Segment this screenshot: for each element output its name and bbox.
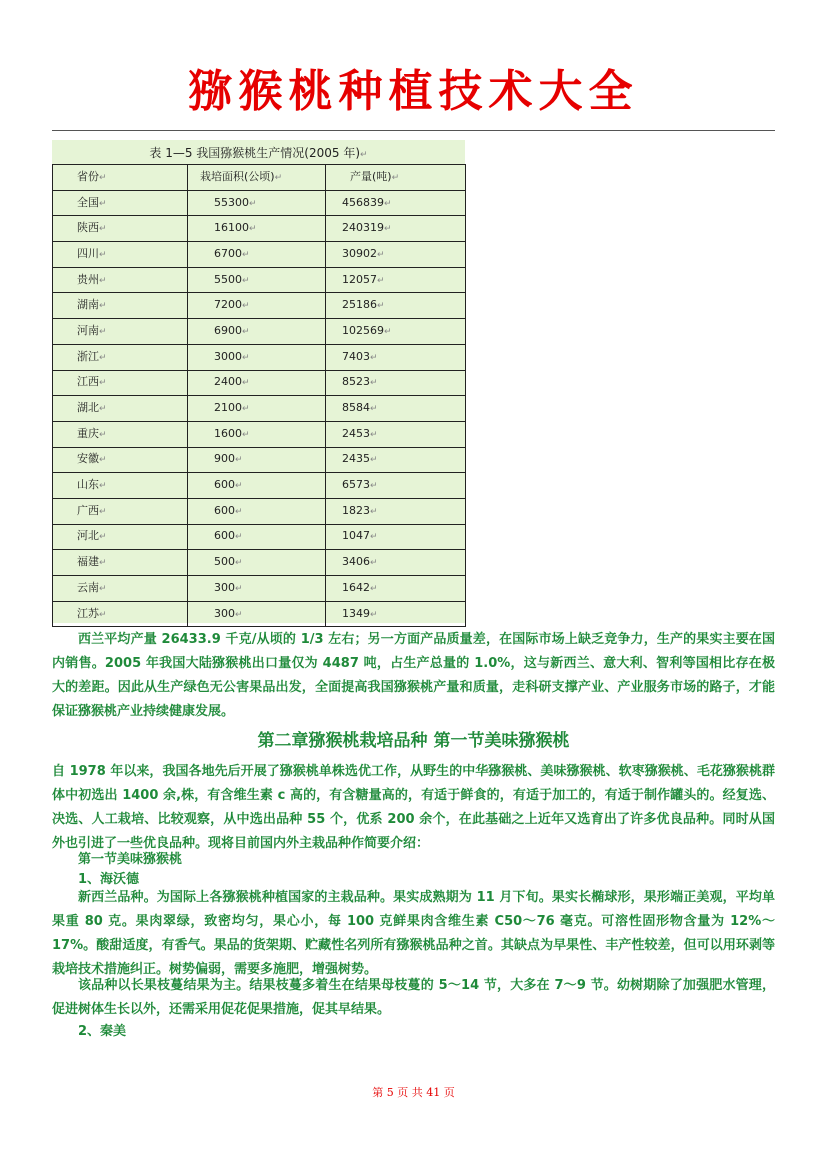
table-row [53,473,466,499]
province-cell: 浙江↵ [53,344,188,370]
province-cell: 广西↵ [53,498,188,524]
table-row [53,293,466,319]
province-cell: 安徽↵ [53,447,188,473]
table-header-cell: 产量(吨)↵ [326,165,466,191]
output-cell: 1642↵ [326,576,466,602]
output-cell: 2453↵ [326,421,466,447]
table-header-cell: 栽培面积(公顷)↵ [188,165,326,191]
output-cell: 30902↵ [326,242,466,268]
output-cell: 6573↵ [326,473,466,499]
table-row [53,319,466,345]
table-row [53,601,466,627]
area-cell: 300↵ [188,576,326,602]
table-row [53,370,466,396]
province-cell: 贵州↵ [53,267,188,293]
province-cell: 重庆↵ [53,421,188,447]
output-cell: 8523↵ [326,370,466,396]
province-cell: 江西↵ [53,370,188,396]
province-cell: 河北↵ [53,524,188,550]
area-cell: 6700↵ [188,242,326,268]
table-row [53,396,466,422]
table-row [53,242,466,268]
page-title: 猕猴桃种植技术大全 [188,66,639,117]
chapter-heading: 第二章猕猴桃栽培品种 第一节美味猕猴桃 [257,731,570,751]
table-row [53,550,466,576]
area-cell: 900↵ [188,447,326,473]
table-row [53,498,466,524]
area-cell: 300↵ [188,601,326,627]
table-caption: 表 1—5 我国猕猴桃生产情况(2005 年)↵ [149,146,368,160]
area-cell: 2400↵ [188,370,326,396]
table-row [53,421,466,447]
area-cell: 600↵ [188,473,326,499]
section-label: 第一节美味猕猴桃 [78,852,183,867]
output-cell: 12057↵ [326,267,466,293]
province-cell: 四川↵ [53,242,188,268]
table-header-row [53,165,466,191]
intro-paragraph: 西兰平均产量 26433.9 千克/从顷的 1/3 左右；另一方面产品质量差，在国际市场上缺乏竞争力，生产的果实主要在国内销售。2005 年我国大陆猕猴桃出口量仅为 4487 吨，占生产总量的 1.0%，这与新西兰、意大利、智利等国相比存在极大的差距。因此从生产绿色无公害果品出发，全面提高我国猕猴桃产量和质量，走科研支撑产业、产业服务市场的路子，才能保证猕猴桃产业持续健康发展。 [52,632,775,719]
output-cell: 1047↵ [326,524,466,550]
output-cell: 25186↵ [326,293,466,319]
variety-heading-1: 1、海沃德 [78,872,140,887]
area-cell: 500↵ [188,550,326,576]
table-row [53,447,466,473]
province-cell: 山东↵ [53,473,188,499]
province-cell: 湖南↵ [53,293,188,319]
table-header-cell: 省份↵ [53,165,188,191]
area-cell: 55300↵ [188,190,326,216]
province-cell: 福建↵ [53,550,188,576]
output-cell: 456839↵ [326,190,466,216]
output-cell: 8584↵ [326,396,466,422]
output-cell: 2435↵ [326,447,466,473]
province-cell: 江苏↵ [53,601,188,627]
area-cell: 600↵ [188,498,326,524]
title-divider [52,130,775,131]
variety-1-paragraph-2: 该品种以长果枝蔓结果为主。结果枝蔓多着生在结果母枝蔓的 5～14 节，大多在 7～9 节。幼树期除了加强肥水管理，促进树体生长以外，还需采用促花促果措施，促其早结果。 [52,978,775,1017]
output-cell: 3406↵ [326,550,466,576]
table-row [53,344,466,370]
area-cell: 1600↵ [188,421,326,447]
production-table-block [52,140,465,623]
table-row [53,524,466,550]
area-cell: 16100↵ [188,216,326,242]
output-cell: 1823↵ [326,498,466,524]
area-cell: 600↵ [188,524,326,550]
page-footer: 第 5 页 共 41 页 [372,1086,455,1099]
province-cell: 湖北↵ [53,396,188,422]
province-cell: 陕西↵ [53,216,188,242]
table-row [53,576,466,602]
area-cell: 5500↵ [188,267,326,293]
table-row [53,267,466,293]
output-cell: 102569↵ [326,319,466,345]
variety-1-paragraph: 新西兰品种。为国际上各猕猴桃种植国家的主栽品种。果实成熟期为 11 月下旬。果实长椭球形，果形端正美观，平均单果重 80 克。果肉翠绿，致密均匀，果心小，每 100 克鲜果肉含维生素 C50～76 毫克。可溶性固形物含量为 12%～17%。酸甜适度，有香气。果品的货架期、贮藏性名列所有猕猴桃品种之首。其缺点为早果性、丰产性较差，但可以用环剥等栽培技术措施纠正。树势偏弱，需要多施肥，增强树势。 [52,890,775,977]
table-row [53,190,466,216]
area-cell: 3000↵ [188,344,326,370]
table-row [53,216,466,242]
production-table [52,164,466,627]
chapter-paragraph: 自 1978 年以来，我国各地先后开展了猕猴桃单株选优工作，从野生的中华猕猴桃、美味猕猴桃、软枣猕猴桃、毛花猕猴桃群体中初选出 1400 余,株，有含维生素 c 高的，有含糖量高的，有适于鲜食的，有适于加工的，有适于制作罐头的。经复选、决选、人工栽培、比较观察，从中选出品种 55 个，优系 200 余个，在此基础之上近年又选育出了许多优良品种。同时从国外也引进了一些优良品种。现将目前国内外主栽品种作简要介绍： [52,764,775,851]
area-cell: 2100↵ [188,396,326,422]
area-cell: 7200↵ [188,293,326,319]
variety-heading-2: 2、秦美 [78,1024,127,1039]
province-cell: 全国↵ [53,190,188,216]
output-cell: 7403↵ [326,344,466,370]
output-cell: 1349↵ [326,601,466,627]
province-cell: 河南↵ [53,319,188,345]
output-cell: 240319↵ [326,216,466,242]
province-cell: 云南↵ [53,576,188,602]
area-cell: 6900↵ [188,319,326,345]
